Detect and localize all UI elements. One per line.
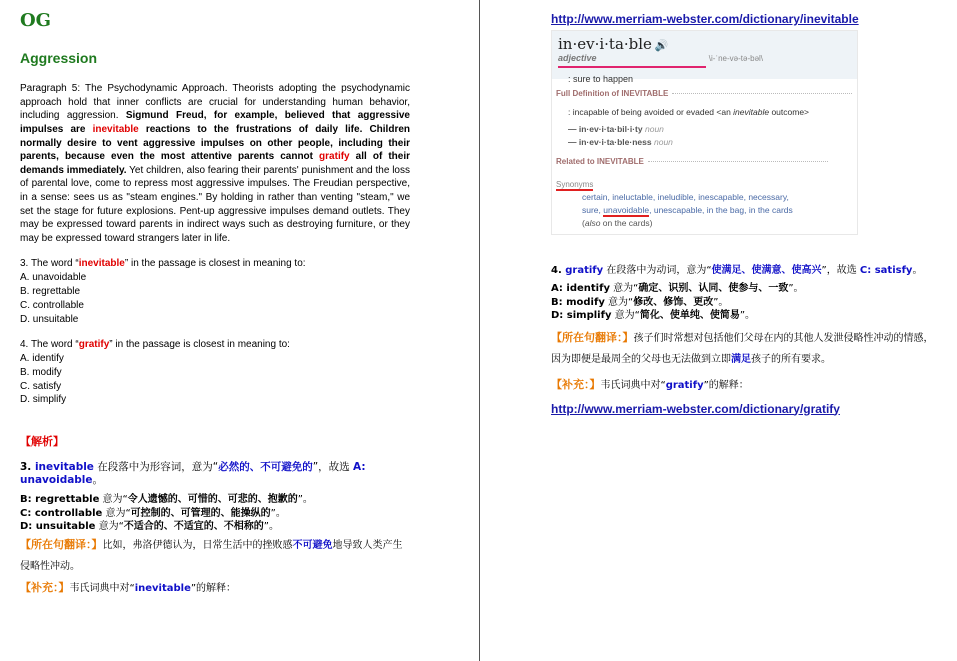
- opt-val: 修改、修饰、更改: [633, 296, 714, 308]
- option-explain-d: [20, 520, 410, 534]
- supplement-word: inevitable: [134, 582, 191, 594]
- related-label: Related to INEVITABLE: [556, 157, 644, 166]
- opt-val: 简化、使单纯、使简易: [639, 310, 740, 321]
- opt-key: D: simplify: [551, 310, 612, 321]
- supplement-label: 【补充：】: [20, 580, 70, 594]
- analysis-heading: 【解析】: [20, 435, 64, 449]
- dictionary-header: [552, 31, 857, 84]
- opt-end: ”。: [297, 494, 313, 506]
- answer-dot: 。: [912, 265, 923, 276]
- option-explain-b: [551, 296, 941, 310]
- definition-text: [568, 106, 853, 119]
- opt-end: ”。: [263, 521, 279, 533]
- answer-word: inevitable: [34, 460, 94, 473]
- opt-val: 确定、识别、认同、使参与、一致: [638, 283, 789, 294]
- translation-label: 【所在句翻译：】: [551, 330, 634, 344]
- option-b: B. modify: [20, 366, 62, 378]
- derivative-pos: noun: [644, 124, 664, 134]
- answer-choice: C: satisfy: [859, 265, 913, 276]
- opt-mid: 意为“: [604, 296, 634, 308]
- answer-choice: A: unavoidable: [20, 460, 366, 487]
- supplement-text-a: 韦氏词典中对“: [69, 582, 135, 594]
- question-3: [20, 257, 410, 326]
- answer-number: 3.: [20, 460, 35, 473]
- stem-word: inevitable: [78, 258, 125, 270]
- supplement-3: [20, 577, 410, 599]
- stem-pre: 3. The word “: [20, 258, 79, 270]
- answer-3-options: [20, 493, 410, 534]
- syn-b: on the cards): [600, 218, 653, 228]
- opt-end: ”。: [713, 296, 729, 308]
- answer-meaning: 必然的、不可避免的: [218, 460, 313, 473]
- answer-word: gratify: [565, 265, 604, 276]
- derivative-2: [568, 136, 853, 149]
- part-of-speech: adjective: [558, 53, 597, 63]
- option-explain-c: [20, 507, 410, 521]
- derivative-word: — in·ev·i·ta·ble·ness: [568, 137, 652, 147]
- passage-bold-1: Sigmund Freud, for example, believed that aggressive impulses are: [20, 110, 410, 135]
- def-i: inevitable: [733, 107, 770, 117]
- stem-pre: 4. The word “: [20, 339, 79, 351]
- opt-end: ”。: [270, 507, 286, 519]
- syn-a: sure,: [582, 205, 604, 215]
- opt-mid: 意为“: [611, 310, 640, 321]
- supplement-word: gratify: [665, 379, 704, 391]
- translation-text-b: 地导致人类产生侵略性冲动。: [20, 539, 403, 572]
- opt-mid: 意为“: [95, 521, 124, 533]
- translation-highlight: 满足: [731, 353, 751, 365]
- answer-end: ”，故选: [312, 460, 353, 473]
- passage-text-2: Yet children, also fearing their parents' punishment and the loss of parental love, come to repress most aggressive impulses. The Freudian perspective, in a sense: sees us as "steam engines." By holding in rather than venting "steam," we set the stage for future explosions. Pent-up aggressive impulses demand outlets. They may be expressed toward parents in indirect ways such as destroying furniture, or they may be expressed toward strangers later in life.: [20, 164, 410, 244]
- translation-text-a: 比如，弗洛伊德认为，日常生活中的挫败感: [102, 539, 293, 551]
- synonyms-line-1: certain, ineluctable, ineludible, inescapable, necessary,: [582, 192, 789, 202]
- og-heading: OG: [20, 10, 52, 31]
- synonyms-line-3: [582, 217, 853, 230]
- translation-label: 【所在句翻译：】: [20, 537, 103, 551]
- right-page: [551, 12, 941, 416]
- opt-mid: 意为“: [99, 494, 128, 506]
- def-a: : incapable of being avoided or evaded <an: [568, 107, 734, 117]
- translation-3: [20, 534, 410, 577]
- opt-val: 不适合的、不适宜的、不相称的: [123, 521, 264, 533]
- answer-meaning: 使满足、使满意、使高兴: [711, 265, 822, 276]
- dictionary-body: [552, 79, 857, 234]
- synonyms-line-2: [582, 204, 853, 217]
- syn-b: , unescapable, in the bag, in the cards: [649, 205, 793, 215]
- opt-end: ”。: [788, 283, 804, 294]
- opt-end: ”。: [739, 310, 756, 321]
- option-a: A. identify: [20, 353, 64, 365]
- dotted-rule: [672, 93, 852, 94]
- passage-text-1: Paragraph 5: The Psychodynamic Approach. Theorists adopting the psychodynamic approach hold that inner conflicts are crucial for understanding human behavior, including aggression.: [20, 83, 410, 122]
- answer-mid: 在段落中为形容词，意为“: [93, 460, 219, 473]
- option-explain-b: [20, 493, 410, 507]
- speaker-icon[interactable]: 🔊: [654, 40, 669, 52]
- opt-val: 令人遗憾的、可惜的、可悲的、抱歉的: [127, 494, 298, 506]
- pronunciation: \i-ˈne-və-tə-bəl\: [708, 54, 764, 63]
- question-4: [20, 338, 410, 407]
- translation-text-a: 孩子们时常想对包括他们父母在内的其他人发泄侵略性冲动的情感，因为即便是最周全的父母也无法做到立即: [551, 332, 934, 365]
- opt-key: D: unsuitable: [20, 521, 96, 533]
- derivative-word: — in·ev·i·ta·bil·i·ty: [568, 124, 643, 134]
- answer-number: 4.: [551, 265, 566, 276]
- answer-3: [20, 461, 410, 488]
- supplement-text-a: 韦氏词典中对“: [600, 379, 666, 391]
- syn-i: also: [584, 218, 601, 228]
- passage-bold-2: reactions to the frustrations of daily life. Children normally desire to vent aggressive impulses on other people, including their parents, because even the most attentive parents cannot: [20, 123, 411, 163]
- derivative-1: [568, 123, 853, 136]
- opt-mid: 意为“: [102, 507, 131, 519]
- translation-text-b: 孩子的所有要求。: [751, 353, 831, 365]
- stem-post: ” in the passage is closest in meaning to:: [109, 339, 290, 351]
- option-explain-d: [551, 309, 941, 323]
- mw-link-inevitable[interactable]: http://www.merriam-webster.com/dictionary/inevitable: [551, 12, 859, 26]
- opt-val: 可控制的、可管理的、能操纵的: [130, 507, 271, 519]
- translation-highlight: 不可避免: [292, 539, 333, 551]
- answer-dot: 。: [92, 474, 104, 487]
- keyword-gratify: gratify: [319, 151, 350, 163]
- full-definition-label: Full Definition of INEVITABLE: [556, 89, 669, 98]
- page-divider: [479, 0, 480, 661]
- opt-mid: 意为“: [609, 283, 639, 294]
- related-title: [556, 157, 853, 166]
- answer-mid: 在段落中为动词，意为“: [603, 265, 712, 276]
- option-c: C. satisfy: [20, 380, 62, 392]
- mw-link-gratify[interactable]: http://www.merriam-webster.com/dictionary/gratify: [551, 401, 840, 416]
- opt-key: A: identify: [551, 283, 610, 294]
- full-definition-title: [556, 89, 853, 98]
- derivative-pos: noun: [653, 137, 673, 147]
- short-definition: : sure to happen: [568, 74, 634, 84]
- option-explain-a: [551, 282, 941, 296]
- headword: in·ev·i·ta·ble: [558, 35, 652, 53]
- option-a: A. unavoidable: [20, 272, 87, 284]
- option-d: D. simplify: [20, 394, 67, 406]
- keyword-inevitable: inevitable: [92, 123, 139, 135]
- supplement-text-b: ”的解释：: [190, 582, 237, 594]
- opt-key: B: modify: [551, 296, 605, 308]
- opt-key: C: controllable: [20, 507, 103, 519]
- supplement-text-b: ”的解释：: [703, 379, 749, 391]
- passage-paragraph: [20, 82, 410, 245]
- answer-end: ”，故选: [821, 265, 860, 276]
- headword-line: [558, 35, 706, 68]
- option-d: D. unsuitable: [20, 313, 79, 325]
- question-4-stem: [20, 338, 410, 352]
- stem-post: ” in the passage is closest in meaning to:: [124, 258, 306, 270]
- left-page: [20, 10, 410, 599]
- supplement-label: 【补充：】: [551, 377, 601, 391]
- question-3-stem: [20, 257, 410, 271]
- passage-bold-3: all of their demands immediately.: [20, 151, 410, 176]
- def-b: outcome>: [769, 107, 810, 117]
- answer-4: [551, 261, 941, 276]
- supplement-4: [551, 374, 941, 396]
- dotted-rule: [648, 161, 828, 162]
- stem-word: gratify: [78, 339, 110, 351]
- syn-a: (: [582, 218, 585, 228]
- topic-heading: Aggression: [20, 49, 98, 66]
- dictionary-screenshot: [551, 30, 858, 235]
- syn-underlined: unavoidable: [603, 205, 650, 215]
- option-c: C. controllable: [20, 299, 84, 311]
- opt-key: B: regrettable: [20, 494, 100, 506]
- option-b: B. regrettable: [20, 285, 81, 297]
- translation-4: [551, 327, 941, 370]
- synonyms-title: Synonyms: [556, 180, 594, 189]
- answer-4-options: [551, 282, 941, 323]
